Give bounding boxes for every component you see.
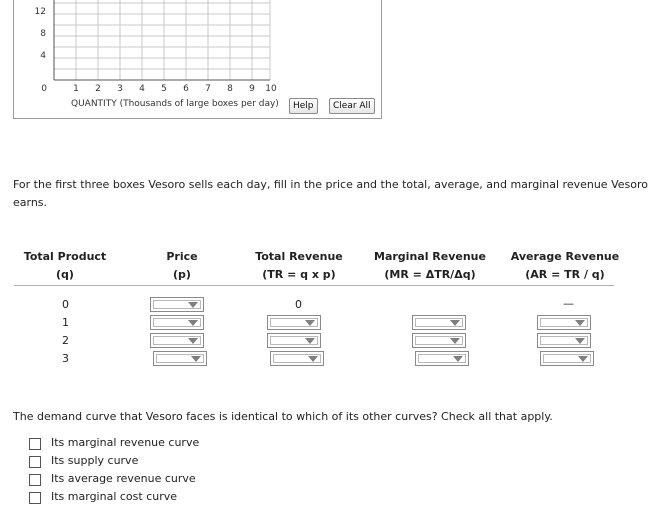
x-tick: 4 [139,84,145,94]
x-tick: 7 [205,84,211,94]
quantity-cell: 3 [62,352,69,365]
header-divider [14,285,614,286]
total-revenue-q0: 0 [295,298,302,311]
total-revenue-dropdown-q1[interactable] [267,315,321,330]
total-revenue-dropdown-q2[interactable] [267,333,321,348]
checkbox-supply[interactable] [29,456,41,468]
instructions-line-2: earns. [13,196,48,209]
average-revenue-dropdown-q1[interactable] [537,315,591,330]
price-dropdown-q2[interactable] [150,333,204,348]
quantity-cell: 0 [62,298,69,311]
option-label: Its marginal cost curve [51,490,178,503]
header-average-revenue-sub: (AR = TR / q) [525,268,605,281]
marginal-revenue-dropdown-q1[interactable] [412,315,466,330]
marginal-revenue-dropdown-q3[interactable] [415,351,469,366]
total-revenue-dropdown-q3[interactable] [270,351,324,366]
price-dropdown-q1[interactable] [150,315,204,330]
y-tick: 8 [40,29,46,39]
x-tick: 5 [161,84,167,94]
option-label: Its average revenue curve [51,472,196,485]
y-tick: 4 [40,51,46,61]
clear-all-button[interactable]: Clear All [329,98,375,114]
price-dropdown-q3[interactable] [153,351,207,366]
x-tick: 6 [183,84,189,94]
header-total-revenue-sub: (TR = q x p) [262,268,336,281]
header-total-revenue: Total Revenue [255,250,343,263]
average-revenue-dropdown-q3[interactable] [540,351,594,366]
option-label: Its marginal revenue curve [51,436,200,449]
header-marginal-revenue: Marginal Revenue [374,250,486,263]
question-text: The demand curve that Vesoro faces is identical to which of its other curves? Check all that apply. [13,410,553,423]
y-tick: 0 [41,84,47,94]
average-revenue-q0: — [563,297,574,310]
x-tick: 9 [249,84,255,94]
x-axis-label: QUANTITY (Thousands of large boxes per day) [71,99,279,109]
option-label: Its supply curve [51,454,139,467]
x-tick: 10 [265,84,277,94]
price-dropdown-q0[interactable] [150,297,204,312]
checkbox-marginal-revenue[interactable] [29,438,41,450]
header-total-product: Total Product [23,250,107,263]
header-price: Price [166,250,198,263]
quantity-cell: 2 [62,334,69,347]
checkbox-average-revenue[interactable] [29,474,41,486]
checkbox-marginal-cost[interactable] [29,492,41,504]
y-tick: 12 [34,7,46,17]
instructions-line-1: For the first three boxes Vesoro sells each day, fill in the price and the total, average, and marginal revenue Vesoro [13,178,648,191]
x-tick: 2 [95,84,101,94]
average-revenue-dropdown-q2[interactable] [537,333,591,348]
header-price-sub: (p) [173,268,191,281]
x-tick: 3 [117,84,123,94]
marginal-revenue-dropdown-q2[interactable] [412,333,466,348]
header-average-revenue: Average Revenue [510,250,620,263]
quantity-cell: 1 [62,316,69,329]
help-button[interactable]: Help [289,98,318,114]
header-marginal-revenue-sub: (MR = ΔTR/Δq) [384,268,476,281]
x-tick: 1 [73,84,79,94]
header-total-product-sub: (q) [56,268,74,281]
x-tick: 8 [227,84,233,94]
